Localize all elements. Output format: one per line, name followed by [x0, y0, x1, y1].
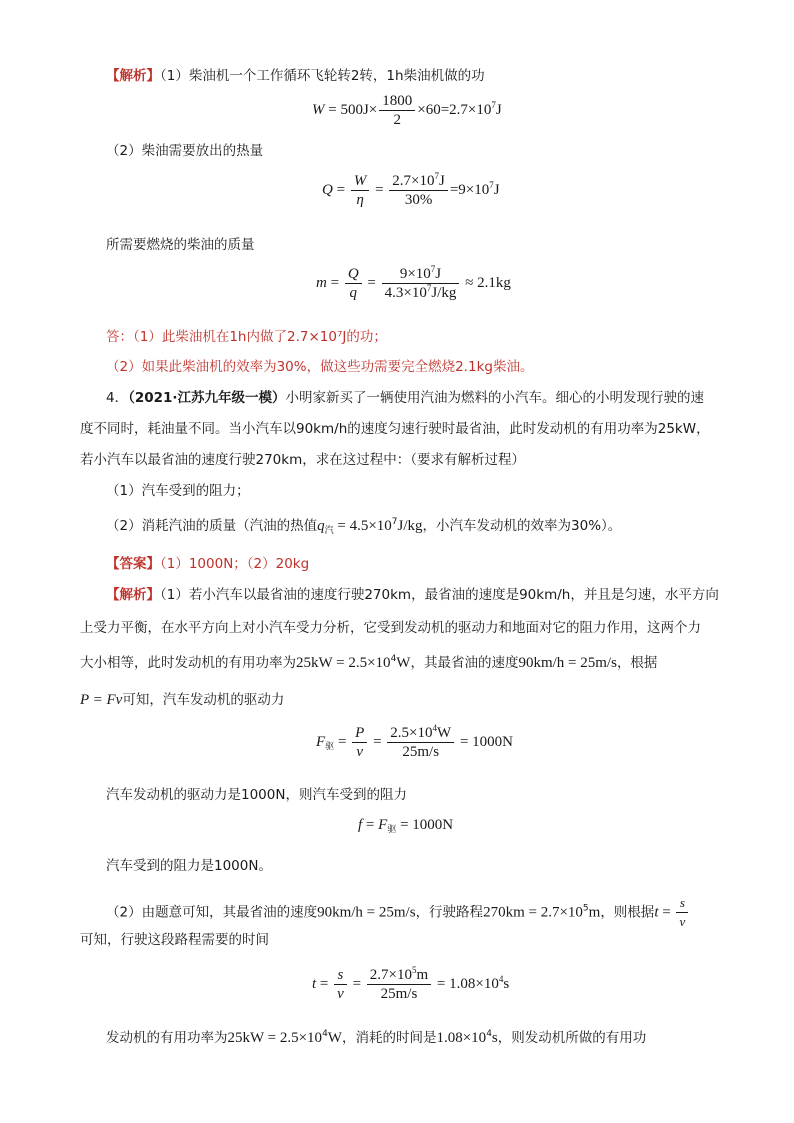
- answer-line-1: 答：（1）此柴油机在1h内做了2.7×10⁷J的功；: [106, 329, 387, 345]
- question-4-sub-2: （2）消耗汽油的质量（汽油的热值$q_汽 = 4.5\times 10^7J/kg$，小汽车发动机的效率为30%）。: [106, 517, 622, 536]
- analysis-line-5: 汽车发动机的驱动力是1000N，则汽车受到的阻力: [106, 787, 407, 803]
- analysis-line-1: 【解析】（1）若小汽车以最省油的速度行驶270km，最省油的速度是90km/h，并且是匀速，水平方向: [106, 587, 719, 603]
- question-4-line-1: 4．（2021·江苏九年级一模）小明家新买了一辆使用汽油为燃料的小汽车。细心的小明发现行驶的速: [106, 390, 705, 406]
- equation-work: W = 500J× $\frac{1800}{2}$ $\times 60=2.7\times 10^7J$: [312, 93, 502, 128]
- question-4-line-3: 若小汽车以最省油的速度行驶270km，求在这过程中：（要求有解析过程）: [80, 452, 525, 468]
- heat-line: （2）柴油需要放出的热量: [106, 143, 264, 159]
- equation-resistance: $f = F_驱 = 1000N$: [358, 817, 454, 834]
- question-4-line-2: 度不同时，耗油量不同。当小汽车以90km/h的速度匀速行驶时最省油，此时发动机的有用功率为25kW，: [80, 421, 710, 437]
- analysis-intro-line: 【解析】（1）柴油机一个工作循环飞轮转2转，1h柴油机做的功: [106, 68, 485, 84]
- analysis-line-6: 汽车受到的阻力是1000N。: [106, 858, 272, 874]
- analysis-line-4: P = Fv可知，汽车发动机的驱动力: [80, 692, 285, 708]
- equation-mass: m = $\frac{Q}{q}$ = $\frac{9\times 10^7J}{4.3\times 10^7J/kg}$ ≈ 2.1kg: [316, 264, 511, 301]
- equation-driving-force: $F_驱$ = $\frac{P}{v}$ = $\frac{2.5\times 10^4W}{25m/s}$ = 1000N: [316, 723, 513, 760]
- analysis-line-3: 大小相等，此时发动机的有用功率为$25kW = 2.5\times 10^4W$，其最省油的速度90km/h = 25m/s，根据: [80, 654, 658, 671]
- analysis-line-7: （2）由题意可知，其最省油的速度90km/h = 25m/s，行驶路程$270km = 2.7\times 10^5m$，则根据t = $\frac{s}{v}$: [106, 894, 690, 931]
- analysis-line-2: 上受力平衡，在水平方向上对小汽车受力分析，它受到发动机的驱动力和地面对它的阻力作用，这两个力: [80, 620, 701, 636]
- answer-summary: 【答案】（1）1000N；（2）20kg: [106, 556, 310, 572]
- equation-time: t = $\frac{s}{v}$ = $\frac{2.7\times 10^5m}{25m/s}$ = $1.08\times 10^4s$: [312, 965, 510, 1002]
- analysis-line-9: 发动机的有用功率为$25kW = 2.5\times 10^4W$，消耗的时间是$1.08\times 10^4s$，则发动机所做的有用功: [106, 1029, 647, 1046]
- equation-heat: Q = $\frac{W}{\eta}$ = $\frac{2.7\times 10^7J}{30\%}$ $=9\times 10^7J$: [322, 171, 500, 208]
- question-4-sub-1: （1）汽车受到的阻力；: [106, 483, 250, 499]
- answer-line-2: （2）如果此柴油机的效率为30%，做这些功需要完全燃烧2.1kg柴油。: [106, 359, 534, 375]
- mass-line: 所需要燃烧的柴油的质量: [106, 237, 255, 253]
- analysis-line-8: 可知，行驶这段路程需要的时间: [80, 932, 269, 948]
- analysis-tag: 【解析】: [106, 68, 160, 84]
